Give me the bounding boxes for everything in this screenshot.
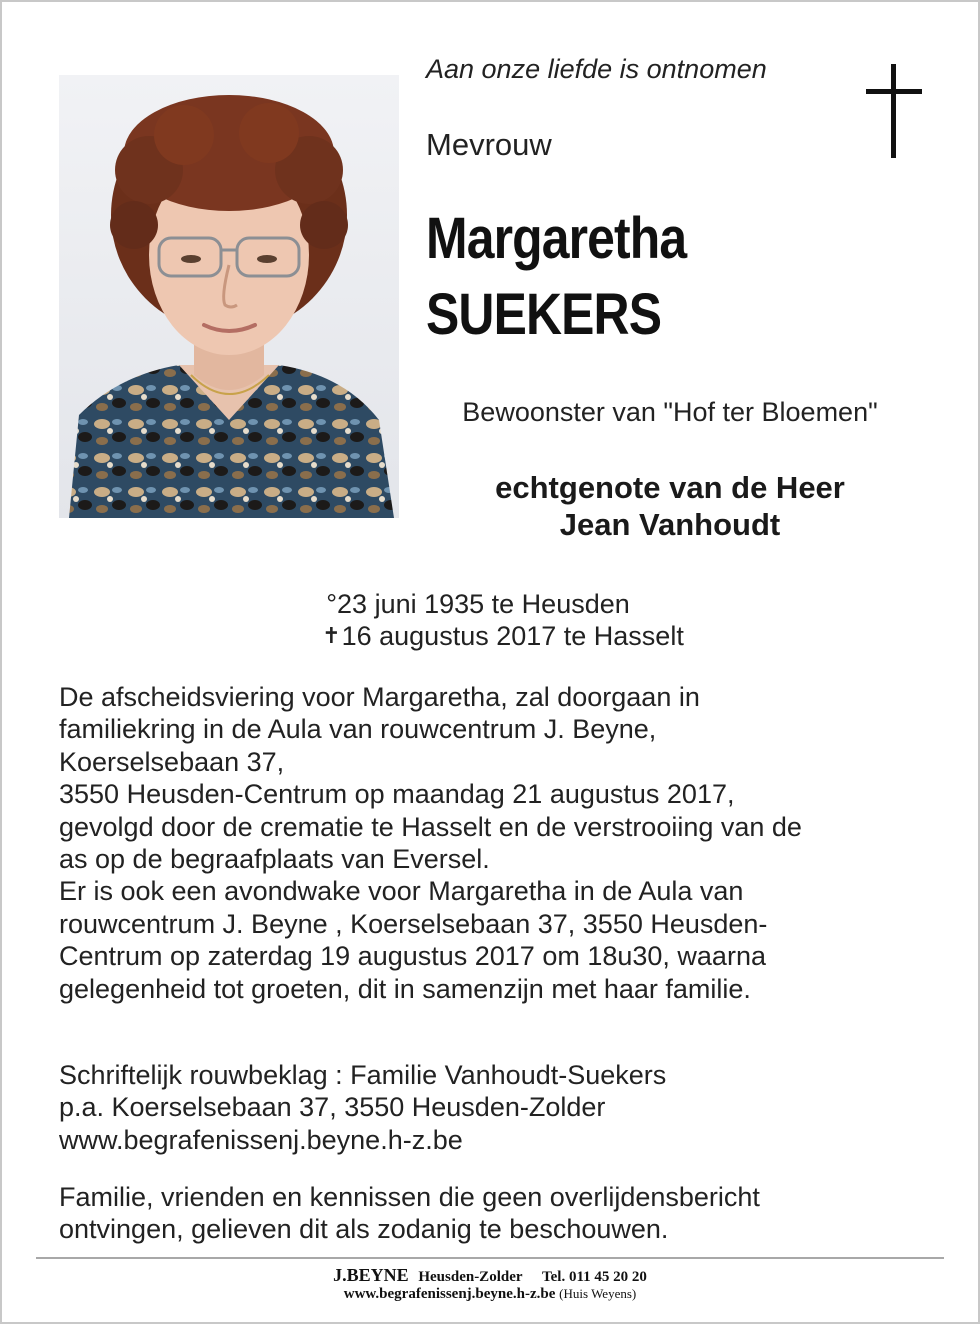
condolence-paragraph xyxy=(59,1059,939,1156)
farewell-line: gevolgd door de crematie te Hasselt en de verstrooiing van de xyxy=(59,811,802,842)
birth-date: °23 juni 1935 te Heusden xyxy=(326,589,630,619)
funeral-home-footer xyxy=(0,1265,980,1304)
farewell-paragraph xyxy=(59,681,939,1005)
farewell-line: Er is ook een avondwake voor Margaretha in de Aula van xyxy=(59,876,744,907)
farewell-line: De afscheidsviering voor Margaretha, zal doorgaan in xyxy=(59,682,700,712)
farewell-line: Centrum op zaterdag 19 augustus 2017 om 18u30, waarna xyxy=(59,941,766,972)
condolence-line: Schriftelijk rouwbeklag : Familie Vanhoudt-Suekers xyxy=(59,1060,667,1090)
closing-paragraph xyxy=(59,1181,939,1246)
farewell-line: 3550 Heusden-Centrum op maandag 21 augustus 2017, xyxy=(59,779,735,810)
farewell-line: gelegenheid tot groeten, dit in samenzijn met haar familie. xyxy=(59,973,751,1004)
intro-phrase: Aan onze liefde is ontnomen xyxy=(426,54,767,84)
closing-line: Familie, vrienden en kennissen die geen overlijdensbericht xyxy=(59,1182,760,1212)
farewell-line: rouwcentrum J. Beyne , Koerselsebaan 37, 3550 Heusden- xyxy=(59,908,768,939)
cross-icon xyxy=(866,64,922,158)
funeral-home-website-link[interactable]: www.begrafenissenj.beyne.h-z.be xyxy=(343,1286,556,1303)
honorific: Mevrouw xyxy=(426,127,552,162)
closing-line: ontvingen, gelieven dit als zodanig te beschouwen. xyxy=(59,1214,669,1245)
farewell-line: as op de begraafplaats van Eversel. xyxy=(59,843,490,874)
spouse-line-2: Jean Vanhoudt xyxy=(559,506,781,542)
portrait-illustration xyxy=(59,75,399,518)
funeral-home-brand: J.BEYNE xyxy=(333,1265,409,1285)
farewell-line: Koerselsebaan 37, xyxy=(59,746,285,777)
footer-divider xyxy=(36,1257,944,1259)
death-cross-icon: ✝ xyxy=(322,623,341,649)
condolence-address: p.a. Koerselsebaan 37, 3550 Heusden-Zolder xyxy=(59,1092,606,1123)
residence-note: Bewoonster van "Hof ter Bloemen" xyxy=(462,397,878,427)
last-name: SUEKERS xyxy=(426,282,662,347)
funeral-home-city: Heusden-Zolder xyxy=(418,1269,523,1285)
farewell-line: familiekring in de Aula van rouwcentrum J. Beyne, xyxy=(59,714,657,745)
funeral-home-house: (Huis Weyens) xyxy=(559,1286,637,1302)
condolence-website-link[interactable]: www.begrafenissenj.beyne.h-z.be xyxy=(59,1124,463,1155)
portrait-photo xyxy=(59,75,399,518)
death-date: 16 augustus 2017 te Hasselt xyxy=(341,621,684,652)
spouse-block xyxy=(400,470,940,544)
first-name: Margaretha xyxy=(426,206,687,271)
funeral-home-phone: Tel. 011 45 20 20 xyxy=(542,1269,647,1285)
spouse-line-1: echtgenote van de Heer xyxy=(495,470,845,505)
life-dates xyxy=(0,588,980,653)
death-date-line xyxy=(0,620,980,652)
